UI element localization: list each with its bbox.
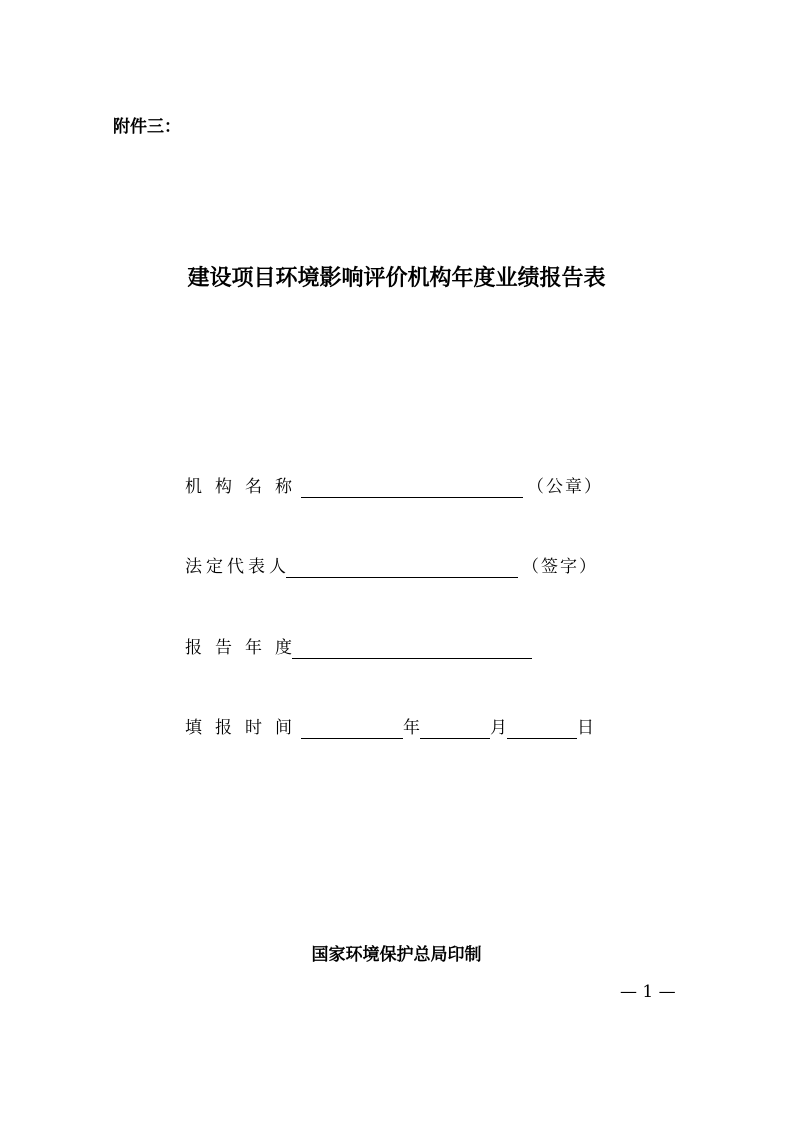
fill-date-row (185, 712, 594, 740)
fill-date-year-unit: 年 (403, 718, 420, 738)
fill-date-day-field[interactable] (507, 716, 577, 739)
legal-rep-row (185, 551, 598, 579)
fill-date-year-field[interactable] (301, 716, 403, 739)
org-name-seal-note: （公章） (527, 477, 603, 497)
report-year-field[interactable] (292, 636, 532, 659)
legal-rep-label: 法定代表人 (185, 557, 290, 577)
report-year-label: 报告年度 (185, 638, 305, 658)
fill-date-label: 填报时间 (185, 718, 305, 738)
report-year-row (185, 632, 532, 660)
org-name-label: 机构名称 (185, 477, 305, 497)
fill-date-month-field[interactable] (420, 716, 490, 739)
attachment-label: 附件三： (113, 117, 181, 137)
publisher-credit: 国家环境保护总局印制 (311, 945, 482, 965)
legal-rep-field[interactable] (286, 555, 518, 578)
org-name-row (185, 471, 603, 499)
fill-date-month-unit: 月 (490, 718, 507, 738)
legal-rep-signature-note: （签字） (522, 557, 598, 577)
document-title: 建设项目环境影响评价机构年度业绩报告表 (187, 265, 606, 291)
org-name-field[interactable] (301, 475, 523, 498)
fill-date-day-unit: 日 (577, 718, 594, 738)
page-number: — 1 — (620, 982, 676, 1002)
